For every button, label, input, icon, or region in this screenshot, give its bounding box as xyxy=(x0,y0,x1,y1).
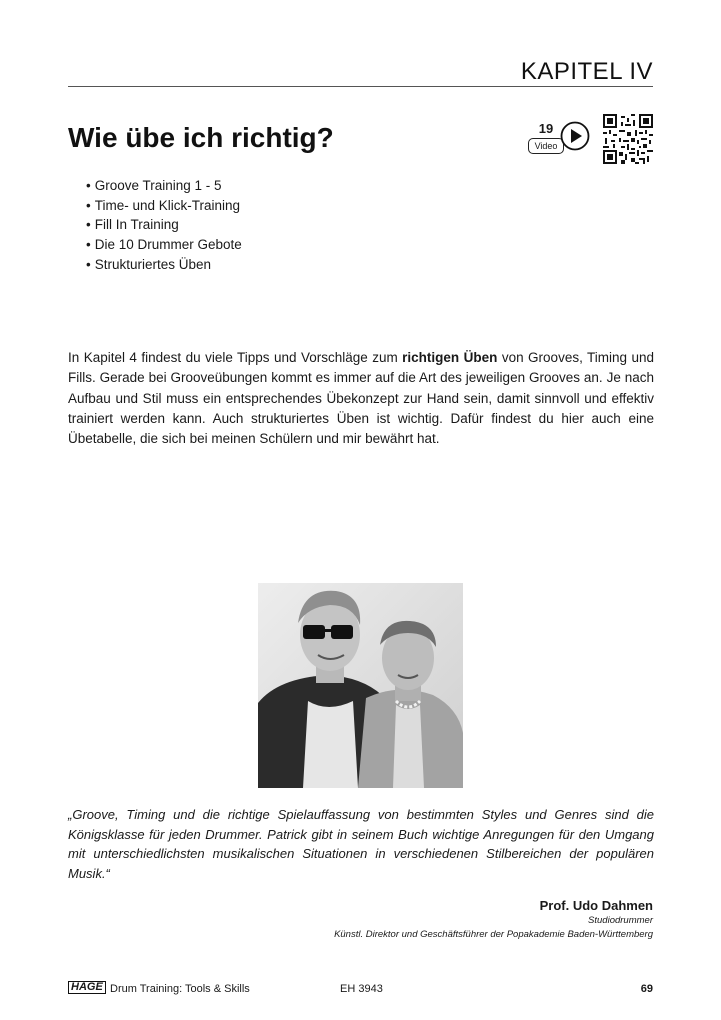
topic-list xyxy=(86,176,242,275)
video-number: 19 xyxy=(538,121,554,136)
footer-book-title: Drum Training: Tools & Skills xyxy=(110,983,250,995)
publisher-logo: HAGE xyxy=(68,981,106,994)
video-badge[interactable] xyxy=(528,121,594,161)
intro-emphasis: richtigen Üben xyxy=(402,350,498,365)
intro-text: In Kapitel 4 findest du viele Tipps und Vorschläge zum xyxy=(68,350,403,365)
list-item: • Fill In Training xyxy=(86,215,242,235)
list-item: • Groove Training 1 - 5 xyxy=(86,176,242,196)
quote-text: „Groove, Timing und die richtige Spielauffassung von bestimmten Styles und Genres sind die Königsklasse für jeden Drummer. Patrick gibt in seinem Buch wichtige Anregungen für den Umgang mit unterschiedlichsten musikalischen Situationen in verschiedenen Stilbereichen der populären Musik.“ xyxy=(68,807,654,881)
quote-author: Prof. Udo Dahmen xyxy=(539,898,653,913)
list-item: • Die 10 Drummer Gebote xyxy=(86,235,242,255)
author-role: Studiodrummer xyxy=(588,915,653,926)
chapter-label: KAPITEL IV xyxy=(520,58,653,85)
page-title: Wie übe ich richtig? xyxy=(68,122,334,153)
list-item: • Time- und Klick-Training xyxy=(86,196,242,216)
page-number: 69 xyxy=(640,983,653,995)
author-position: Künstl. Direktor und Geschäftsführer der Popakademie Baden-Württemberg xyxy=(334,929,653,940)
play-icon[interactable] xyxy=(560,121,590,151)
footer-edition-code: EH 3943 xyxy=(340,983,383,995)
list-item: • Strukturiertes Üben xyxy=(86,255,242,275)
header-divider xyxy=(68,86,653,87)
intro-text-rest: von Grooves, Timing und Fills. Gerade bei Grooveübungen kommt es immer auf die Art des jeweiligen Grooves an. Je nach Aufbau und Stil muss ein entsprechendes Übekonzept zur Hand sein, damit sinnvoll und effektiv trainiert werden kann. Auch strukturiertes Üben ist wichtig. Dafür findest du hier auch eine Übetabelle, die sich bei meinen Schülern und mir bewährt hat. xyxy=(68,350,655,447)
portrait-photo xyxy=(258,583,463,788)
video-label: Video xyxy=(528,138,564,154)
intro-paragraph xyxy=(68,348,654,449)
qr-code-icon[interactable] xyxy=(603,114,653,164)
